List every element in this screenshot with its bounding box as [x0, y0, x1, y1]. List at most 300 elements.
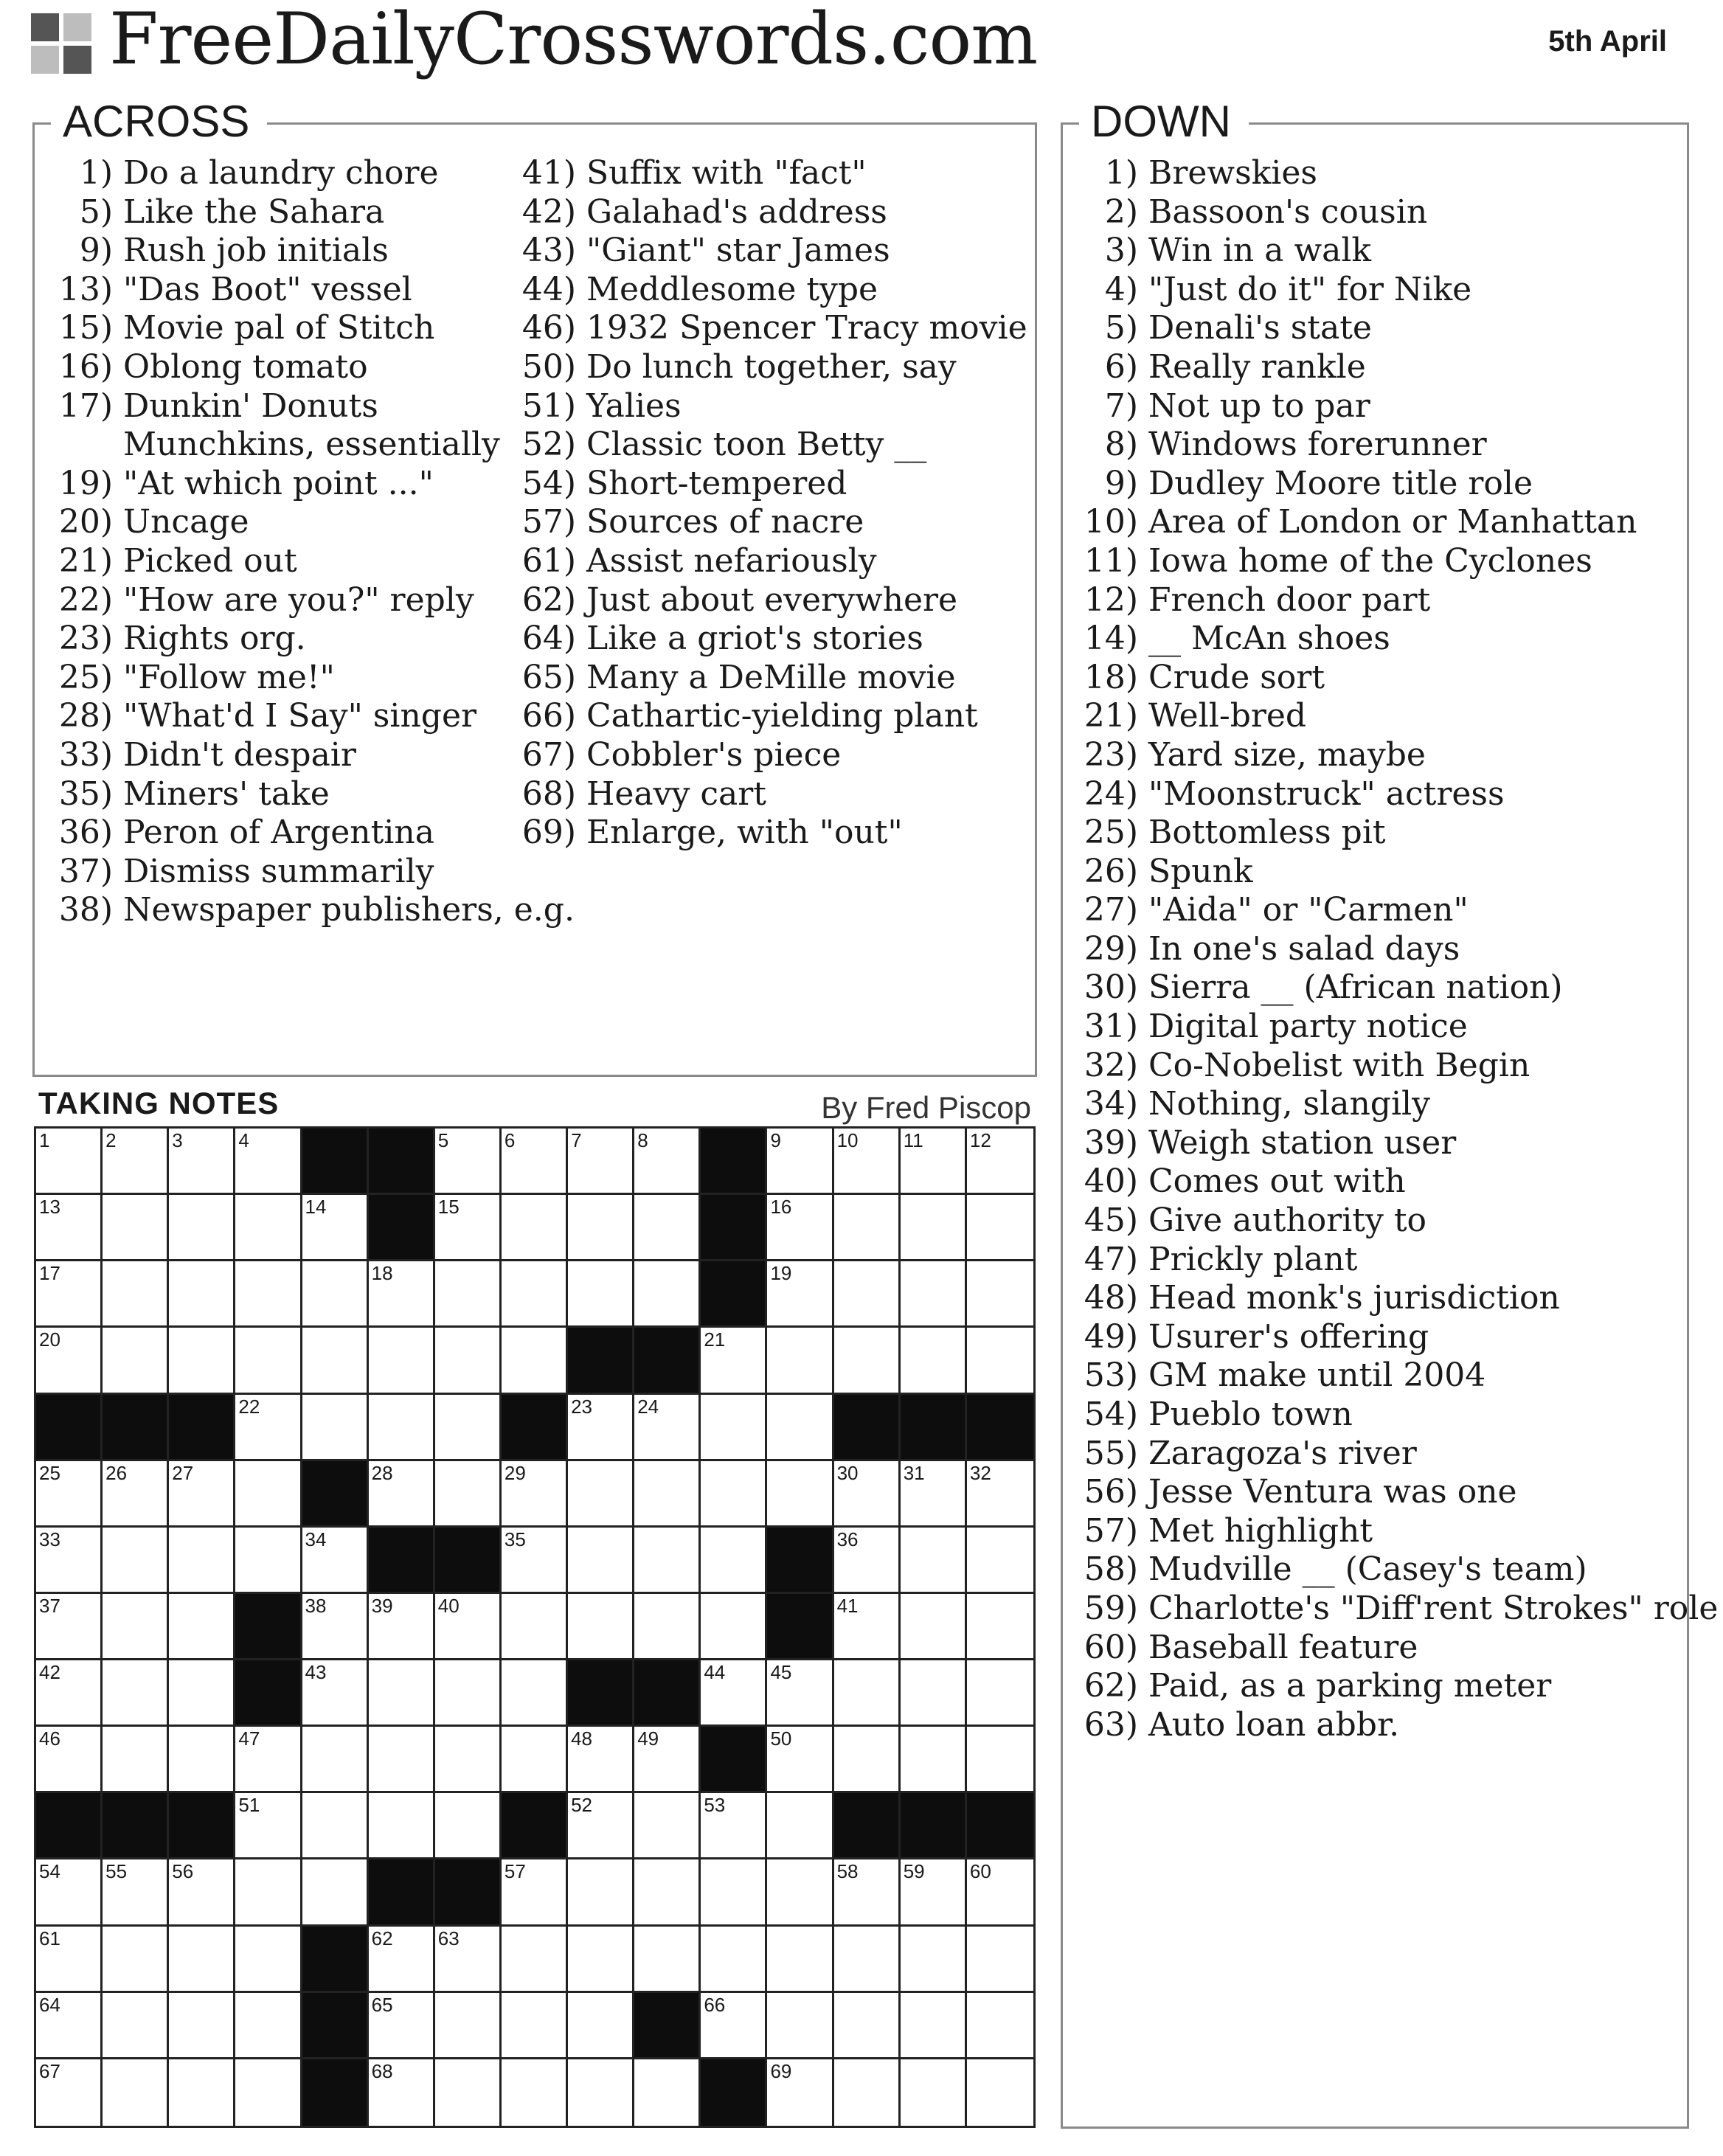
grid-cell[interactable] [634, 2059, 701, 2126]
down-clue[interactable] [1063, 1202, 1718, 1241]
across-clue[interactable] [498, 581, 1027, 620]
clue-number: 30) [1084, 968, 1138, 1007]
grid-cell[interactable] [834, 1261, 901, 1328]
clue-text: French door part [1148, 580, 1431, 619]
across-clue[interactable] [35, 891, 575, 930]
grid-cell[interactable] [767, 1727, 833, 1793]
across-clue[interactable] [498, 620, 1027, 659]
grid-cell[interactable] [169, 1528, 235, 1594]
grid-cell[interactable] [169, 1727, 235, 1793]
grid-cell[interactable] [634, 1727, 701, 1793]
grid-cell[interactable] [767, 2059, 833, 2126]
site-logo[interactable] [31, 0, 1038, 80]
clue-number: 49) [1084, 1317, 1138, 1356]
across-clue[interactable] [35, 736, 575, 775]
grid-cell[interactable] [169, 1195, 235, 1261]
grid-cell[interactable] [834, 1461, 901, 1528]
grid-cell[interactable] [967, 1927, 1033, 1993]
grid-cell[interactable] [302, 1594, 369, 1660]
down-clue[interactable] [1063, 465, 1718, 504]
clue-number: 57) [1084, 1511, 1138, 1550]
across-clue[interactable] [498, 465, 1027, 504]
grid-cell[interactable] [103, 2059, 169, 2126]
down-clue[interactable] [1063, 271, 1718, 310]
grid-cell[interactable] [967, 1993, 1033, 2059]
across-clue[interactable] [35, 581, 575, 620]
across-clue[interactable] [498, 387, 1027, 426]
grid-cell[interactable] [767, 1395, 833, 1461]
black-square [36, 1793, 103, 1859]
grid-cell[interactable] [901, 1129, 967, 1195]
grid-cell[interactable] [235, 1328, 302, 1394]
grid-cell[interactable] [502, 1594, 568, 1660]
clue-text: Sources of nacre [586, 503, 864, 541]
grid-cell[interactable] [302, 1859, 369, 1926]
across-clue[interactable] [498, 775, 1027, 814]
across-clue[interactable] [35, 853, 575, 892]
grid-cell[interactable] [568, 2059, 634, 2126]
down-clue[interactable] [1063, 1008, 1718, 1047]
clue-number: 23) [58, 620, 113, 658]
grid-cell[interactable] [235, 1395, 302, 1461]
down-clue[interactable] [1063, 736, 1718, 775]
grid-cell[interactable] [369, 1793, 435, 1859]
cell-number: 13 [39, 1196, 60, 1219]
cell-number: 7 [571, 1129, 582, 1151]
down-clue[interactable] [1063, 659, 1718, 698]
down-clue[interactable] [1063, 154, 1718, 193]
across-clue[interactable] [35, 697, 575, 736]
across-clue[interactable] [35, 620, 575, 659]
cell-number: 23 [571, 1395, 592, 1418]
grid-cell[interactable] [834, 1859, 901, 1926]
down-clue[interactable] [1063, 1396, 1718, 1435]
cell-number: 68 [371, 2059, 393, 2082]
down-clue[interactable] [1063, 1047, 1718, 1086]
down-clue[interactable] [1063, 814, 1718, 853]
grid-cell[interactable] [235, 2059, 302, 2126]
grid-cell[interactable] [767, 1195, 833, 1261]
across-clue[interactable] [498, 154, 1027, 193]
grid-cell[interactable] [235, 1859, 302, 1926]
grid-cell[interactable] [302, 1528, 369, 1594]
grid-cell[interactable] [103, 1727, 169, 1793]
grid-cell[interactable] [302, 1727, 369, 1793]
grid-cell[interactable] [701, 1993, 767, 2059]
grid-cell[interactable] [435, 1129, 502, 1195]
grid-cell[interactable] [568, 1195, 634, 1261]
grid-cell[interactable] [36, 2059, 103, 2126]
clue-number: 39) [1084, 1123, 1138, 1162]
grid-cell[interactable] [568, 1927, 634, 1993]
across-clue[interactable] [35, 387, 575, 426]
grid-cell[interactable] [834, 1594, 901, 1660]
clue-text: "Das Boot" vessel [123, 270, 412, 308]
grid-cell[interactable] [634, 1261, 701, 1328]
grid-cell[interactable] [502, 1328, 568, 1394]
down-clue[interactable] [1063, 891, 1718, 930]
across-clue[interactable] [498, 503, 1027, 542]
down-clue[interactable] [1063, 1512, 1718, 1551]
grid-cell[interactable] [235, 1793, 302, 1859]
grid-cell[interactable] [568, 1528, 634, 1594]
grid-cell[interactable] [967, 1660, 1033, 1727]
grid-cell[interactable] [901, 2059, 967, 2126]
grid-cell[interactable] [502, 1660, 568, 1727]
grid-cell[interactable] [369, 1395, 435, 1461]
across-clue[interactable] [498, 659, 1027, 698]
grid-cell[interactable] [967, 1594, 1033, 1660]
down-clue[interactable] [1063, 968, 1718, 1008]
down-clue[interactable] [1063, 542, 1718, 581]
grid-cell[interactable] [169, 1129, 235, 1195]
grid-cell[interactable] [901, 1195, 967, 1261]
grid-cell[interactable] [36, 1660, 103, 1727]
across-clue[interactable] [35, 659, 575, 698]
grid-cell[interactable] [568, 1461, 634, 1528]
grid-cell[interactable] [169, 1859, 235, 1926]
grid-cell[interactable] [302, 1793, 369, 1859]
clue-number: 58) [1084, 1550, 1138, 1589]
grid-cell[interactable] [369, 1261, 435, 1328]
grid-cell[interactable] [369, 1927, 435, 1993]
grid-cell[interactable] [435, 1993, 502, 2059]
grid-cell[interactable] [967, 1129, 1033, 1195]
grid-cell[interactable] [235, 1195, 302, 1261]
grid-cell[interactable] [701, 1660, 767, 1727]
down-clue[interactable] [1063, 503, 1718, 542]
down-clue[interactable] [1063, 232, 1718, 271]
across-clue[interactable] [35, 503, 575, 542]
grid-cell[interactable] [568, 1395, 634, 1461]
grid-cell[interactable] [701, 1927, 767, 1993]
clue-number: 53) [1084, 1356, 1138, 1395]
down-clue[interactable] [1063, 1629, 1718, 1668]
grid-cell[interactable] [369, 1461, 435, 1528]
grid-cell[interactable] [901, 1660, 967, 1727]
grid-cell[interactable] [834, 1195, 901, 1261]
clue-text: "How are you?" reply [123, 580, 474, 619]
grid-cell[interactable] [103, 1195, 169, 1261]
across-clue[interactable] [35, 154, 575, 193]
grid-cell[interactable] [834, 1528, 901, 1594]
grid-cell[interactable] [103, 1261, 169, 1328]
across-clue[interactable] [498, 309, 1027, 348]
down-clue[interactable] [1063, 1706, 1718, 1745]
grid-cell[interactable] [435, 1195, 502, 1261]
grid-cell[interactable] [967, 1727, 1033, 1793]
clue-number: 34) [1084, 1085, 1138, 1123]
grid-cell[interactable] [901, 1328, 967, 1394]
grid-cell[interactable] [767, 1328, 833, 1394]
grid-cell[interactable] [103, 1528, 169, 1594]
grid-cell[interactable] [169, 1993, 235, 2059]
grid-cell[interactable] [502, 1993, 568, 2059]
down-clue[interactable] [1063, 581, 1718, 620]
grid-cell[interactable] [435, 1395, 502, 1461]
cell-number: 44 [704, 1661, 726, 1684]
across-clue[interactable] [35, 309, 575, 348]
across-clue[interactable] [35, 775, 575, 814]
clue-text: Auto loan abbr. [1148, 1705, 1400, 1744]
clue-text: __ McAn shoes [1148, 620, 1390, 658]
grid-cell[interactable] [103, 1993, 169, 2059]
grid-cell[interactable] [169, 1328, 235, 1394]
grid-cell[interactable] [435, 2059, 502, 2126]
grid-cell[interactable] [901, 1461, 967, 1528]
grid-cell[interactable] [634, 1528, 701, 1594]
across-clue[interactable] [35, 271, 575, 310]
down-clue[interactable] [1063, 387, 1718, 426]
grid-cell[interactable] [235, 1129, 302, 1195]
grid-cell[interactable] [834, 1129, 901, 1195]
grid-cell[interactable] [169, 1927, 235, 1993]
grid-cell[interactable] [435, 1660, 502, 1727]
grid-cell[interactable] [302, 1660, 369, 1727]
grid-cell[interactable] [235, 1993, 302, 2059]
clue-number: 35) [58, 774, 113, 813]
grid-cell[interactable] [169, 2059, 235, 2126]
grid-cell[interactable] [169, 1660, 235, 1727]
down-clue[interactable] [1063, 620, 1718, 659]
across-clue[interactable] [35, 232, 575, 271]
across-clue[interactable] [498, 271, 1027, 310]
grid-cell[interactable] [435, 1261, 502, 1328]
grid-cell[interactable] [834, 1993, 901, 2059]
grid-cell[interactable] [901, 1727, 967, 1793]
across-clue[interactable] [498, 193, 1027, 232]
grid-cell[interactable] [235, 1261, 302, 1328]
down-clue[interactable] [1063, 1124, 1718, 1163]
grid-cell[interactable] [169, 1461, 235, 1528]
grid-cell[interactable] [435, 1594, 502, 1660]
grid-cell[interactable] [435, 1461, 502, 1528]
across-clue[interactable] [498, 736, 1027, 775]
grid-cell[interactable] [235, 1727, 302, 1793]
grid-cell[interactable] [834, 1927, 901, 1993]
grid-cell[interactable] [834, 1328, 901, 1394]
grid-cell[interactable] [36, 1195, 103, 1261]
down-clue[interactable] [1063, 697, 1718, 736]
grid-cell[interactable] [568, 1727, 634, 1793]
grid-cell[interactable] [967, 1859, 1033, 1926]
cell-number: 3 [172, 1129, 183, 1151]
grid-cell[interactable] [634, 1859, 701, 1926]
down-clue[interactable] [1063, 1550, 1718, 1590]
grid-cell[interactable] [502, 1528, 568, 1594]
grid-cell[interactable] [767, 1993, 833, 2059]
black-square [235, 1660, 302, 1727]
down-clue[interactable] [1063, 1085, 1718, 1124]
grid-cell[interactable] [502, 1727, 568, 1793]
grid-cell[interactable] [634, 1594, 701, 1660]
grid-cell[interactable] [103, 1328, 169, 1394]
grid-cell[interactable] [967, 1461, 1033, 1528]
grid-cell[interactable] [36, 1528, 103, 1594]
grid-cell[interactable] [967, 1195, 1033, 1261]
grid-cell[interactable] [103, 1859, 169, 1926]
grid-cell[interactable] [103, 1927, 169, 1993]
grid-cell[interactable] [634, 1461, 701, 1528]
down-clue[interactable] [1063, 1279, 1718, 1318]
down-clue[interactable] [1063, 309, 1718, 348]
down-clue[interactable] [1063, 1162, 1718, 1202]
down-clue[interactable] [1063, 1473, 1718, 1512]
grid-cell[interactable] [369, 1594, 435, 1660]
grid-cell[interactable] [568, 1793, 634, 1859]
down-clue[interactable] [1063, 348, 1718, 387]
grid-cell[interactable] [568, 1261, 634, 1328]
grid-cell[interactable] [767, 1859, 833, 1926]
grid-cell[interactable] [502, 1195, 568, 1261]
grid-cell[interactable] [36, 1594, 103, 1660]
grid-cell[interactable] [435, 1328, 502, 1394]
grid-cell[interactable] [369, 1993, 435, 2059]
down-clue[interactable] [1063, 1356, 1718, 1396]
across-clue[interactable] [498, 814, 1027, 853]
grid-cell[interactable] [169, 1261, 235, 1328]
grid-cell[interactable] [302, 1195, 369, 1261]
down-clue[interactable] [1063, 775, 1718, 814]
grid-cell[interactable] [701, 1395, 767, 1461]
across-clue[interactable] [35, 542, 575, 581]
grid-cell[interactable] [36, 1927, 103, 1993]
grid-cell[interactable] [502, 1261, 568, 1328]
grid-cell[interactable] [369, 1328, 435, 1394]
grid-cell[interactable] [901, 1594, 967, 1660]
grid-cell[interactable] [502, 2059, 568, 2126]
down-clue[interactable] [1063, 193, 1718, 232]
grid-cell[interactable] [767, 1927, 833, 1993]
grid-cell[interactable] [502, 1461, 568, 1528]
grid-cell[interactable] [235, 1927, 302, 1993]
cell-number: 45 [770, 1661, 792, 1684]
grid-cell[interactable] [435, 1727, 502, 1793]
grid-cell[interactable] [36, 1461, 103, 1528]
grid-cell[interactable] [36, 1993, 103, 2059]
across-clue[interactable] [498, 542, 1027, 581]
grid-cell[interactable] [701, 1461, 767, 1528]
down-clue[interactable] [1063, 1590, 1718, 1629]
across-clue[interactable] [498, 697, 1027, 736]
clue-number: 5) [1104, 309, 1138, 347]
cell-number: 20 [39, 1328, 60, 1351]
grid-cell[interactable] [103, 1594, 169, 1660]
grid-cell[interactable] [701, 1528, 767, 1594]
down-clue[interactable] [1063, 1318, 1718, 1357]
cell-number: 58 [836, 1860, 859, 1883]
grid-cell[interactable] [435, 1927, 502, 1993]
grid-cell[interactable] [767, 1461, 833, 1528]
black-square [701, 2059, 767, 2126]
black-square [36, 1395, 103, 1461]
grid-cell[interactable] [502, 1927, 568, 1993]
grid-cell[interactable] [634, 1195, 701, 1261]
grid-cell[interactable] [302, 1395, 369, 1461]
grid-cell[interactable] [967, 2059, 1033, 2126]
grid-cell[interactable] [369, 1727, 435, 1793]
grid-cell[interactable] [235, 1528, 302, 1594]
grid-cell[interactable] [568, 1859, 634, 1926]
grid-cell[interactable] [834, 1727, 901, 1793]
down-clue[interactable] [1063, 853, 1718, 892]
grid-cell[interactable] [901, 1261, 967, 1328]
clue-text: Enlarge, with "out" [586, 814, 903, 852]
clue-text: Met highlight [1148, 1511, 1373, 1550]
grid-cell[interactable] [634, 1927, 701, 1993]
grid-cell[interactable] [502, 1129, 568, 1195]
grid-cell[interactable] [369, 2059, 435, 2126]
across-clue[interactable] [498, 348, 1027, 387]
grid-cell[interactable] [103, 1129, 169, 1195]
grid-cell[interactable] [634, 1129, 701, 1195]
grid-cell[interactable] [834, 2059, 901, 2126]
across-clue[interactable] [35, 426, 575, 465]
grid-cell[interactable] [568, 1129, 634, 1195]
grid-cell[interactable] [901, 1859, 967, 1926]
grid-cell[interactable] [435, 1793, 502, 1859]
grid-cell[interactable] [967, 1261, 1033, 1328]
grid-cell[interactable] [701, 1793, 767, 1859]
grid-cell[interactable] [767, 1129, 833, 1195]
grid-cell[interactable] [36, 1727, 103, 1793]
grid-cell[interactable] [701, 1594, 767, 1660]
grid-cell[interactable] [103, 1461, 169, 1528]
grid-cell[interactable] [36, 1129, 103, 1195]
grid-cell[interactable] [767, 1261, 833, 1328]
clue-number: 28) [58, 697, 113, 735]
grid-cell[interactable] [767, 1793, 833, 1859]
down-clue[interactable] [1063, 1435, 1718, 1474]
grid-cell[interactable] [103, 1660, 169, 1727]
grid-cell[interactable] [369, 1660, 435, 1727]
down-clue[interactable] [1063, 1667, 1718, 1706]
grid-cell[interactable] [901, 1993, 967, 2059]
down-clue[interactable] [1063, 930, 1718, 969]
down-clue[interactable] [1063, 1241, 1718, 1280]
clue-number: 52) [521, 426, 576, 464]
across-clue[interactable] [35, 465, 575, 504]
across-clue[interactable] [35, 348, 575, 387]
grid-cell[interactable] [767, 1660, 833, 1727]
grid-cell[interactable] [36, 1328, 103, 1394]
grid-cell[interactable] [901, 1927, 967, 1993]
grid-cell[interactable] [235, 1461, 302, 1528]
across-clue[interactable] [35, 193, 575, 232]
across-clue[interactable] [35, 814, 575, 853]
grid-cell[interactable] [701, 1328, 767, 1394]
grid-cell[interactable] [568, 1993, 634, 2059]
grid-cell[interactable] [901, 1528, 967, 1594]
grid-cell[interactable] [701, 1859, 767, 1926]
down-clue[interactable] [1063, 426, 1718, 465]
grid-cell[interactable] [169, 1594, 235, 1660]
grid-cell[interactable] [302, 1261, 369, 1328]
grid-cell[interactable] [967, 1328, 1033, 1394]
grid-cell[interactable] [834, 1660, 901, 1727]
across-clue[interactable] [498, 426, 1027, 465]
cell-number: 31 [903, 1461, 925, 1484]
grid-cell[interactable] [36, 1261, 103, 1328]
across-clue[interactable] [498, 232, 1027, 271]
grid-cell[interactable] [967, 1528, 1033, 1594]
grid-cell[interactable] [634, 1793, 701, 1859]
grid-cell[interactable] [302, 1328, 369, 1394]
grid-cell[interactable] [634, 1395, 701, 1461]
grid-cell[interactable] [36, 1859, 103, 1926]
grid-cell[interactable] [502, 1859, 568, 1926]
grid-cell[interactable] [568, 1594, 634, 1660]
